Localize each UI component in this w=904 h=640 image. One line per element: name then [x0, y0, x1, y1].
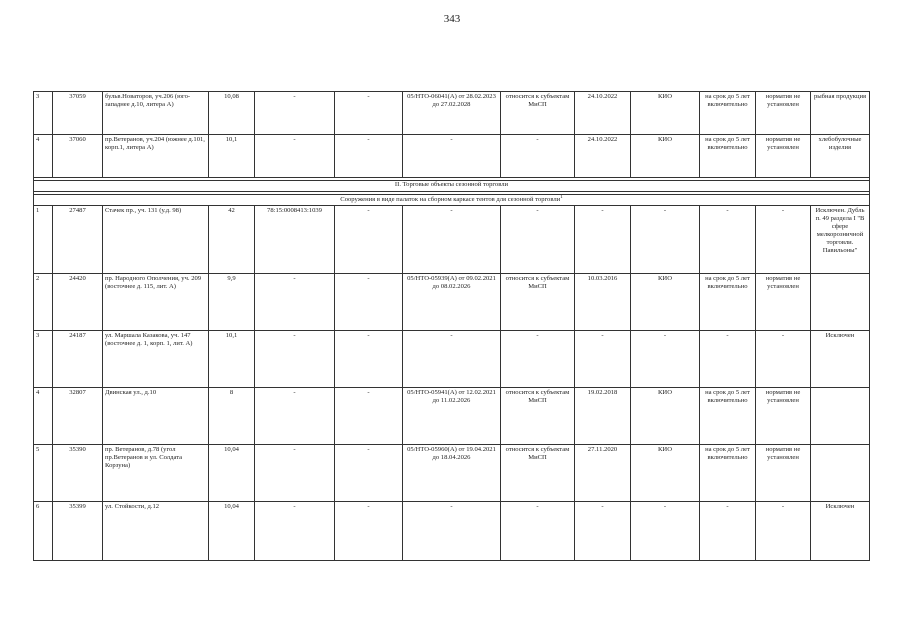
cell-cadastral-number: -: [255, 331, 335, 388]
cell-address: бульв.Новаторов, уч.206 (юго-западнее д.10, литера А): [103, 92, 209, 135]
cell-row-number: 4: [34, 135, 53, 178]
subsection-title: Сооружения в виде палаток на сборном каркасе тентов для сезонной торговли: [340, 196, 561, 204]
cell-contract: 05/НТО-05960(А) от 19.04.2021 до 18.04.2026: [403, 445, 501, 502]
cell-organization: -: [631, 502, 700, 561]
cell-cadastral-number: -: [255, 135, 335, 178]
cell-term: -: [700, 502, 756, 561]
cell-object-code: 35390: [53, 445, 103, 502]
cell-row-number: 4: [34, 388, 53, 445]
cell-column-5: -: [335, 92, 403, 135]
cell-specialization: Исключен: [811, 502, 870, 561]
cell-organization: КИО: [631, 135, 700, 178]
cell-date: -: [575, 331, 631, 388]
cell-contract: -: [403, 502, 501, 561]
subsection-cell: [34, 195, 870, 206]
cell-object-code: 37060: [53, 135, 103, 178]
cell-specialization: рыбная продукция: [811, 92, 870, 135]
cell-cadastral-number: -: [255, 388, 335, 445]
cell-norm: -: [756, 502, 811, 561]
table-row: [34, 274, 870, 331]
cell-area: 42: [209, 206, 255, 274]
cell-column-5: -: [335, 274, 403, 331]
cell-smsp-status: -: [501, 135, 575, 178]
cell-cadastral-number: 78:15:0008413:1039: [255, 206, 335, 274]
cell-smsp-status: относится к субъектам МиСП: [501, 388, 575, 445]
cell-area: 10,1: [209, 135, 255, 178]
cell-area: 8: [209, 388, 255, 445]
cell-specialization: [811, 274, 870, 331]
cell-address: пр. Народного Ополчения, уч. 209 (восточнее д. 115, лит. А): [103, 274, 209, 331]
cell-area: 10,08: [209, 92, 255, 135]
cell-column-5: -: [335, 331, 403, 388]
table-row: [34, 388, 870, 445]
cell-organization: -: [631, 331, 700, 388]
cell-specialization: [811, 445, 870, 502]
section-row: [34, 181, 870, 192]
cell-address: ул. Маршала Казакова, уч. 147 (восточнее д. 1, корп. 1, лит. А): [103, 331, 209, 388]
cell-address: Двинская ул., д.10: [103, 388, 209, 445]
cell-column-5: -: [335, 502, 403, 561]
cell-cadastral-number: -: [255, 502, 335, 561]
cell-cadastral-number: -: [255, 274, 335, 331]
cell-specialization: [811, 388, 870, 445]
page-number: 343: [443, 13, 461, 25]
cell-column-5: -: [335, 388, 403, 445]
cell-norm: норматив не установлен: [756, 388, 811, 445]
cell-object-code: 32807: [53, 388, 103, 445]
cell-term: на срок до 5 лет включительно: [700, 388, 756, 445]
cell-cadastral-number: -: [255, 445, 335, 502]
cell-date: 10.03.2016: [575, 274, 631, 331]
cell-contract: 05/НТО-05941(А) от 12.02.2021 до 11.02.2026: [403, 388, 501, 445]
cell-term: -: [700, 206, 756, 274]
cell-date: -: [575, 206, 631, 274]
cell-object-code: 27487: [53, 206, 103, 274]
cell-smsp-status: относится к субъектам МиСП: [501, 274, 575, 331]
cell-norm: норматив не установлен: [756, 92, 811, 135]
cell-norm: норматив не установлен: [756, 445, 811, 502]
cell-contract: -: [403, 331, 501, 388]
cell-specialization: Исключен. Дубль п. 49 раздела I "В сфере мелкорозничной торговли. Павильоны": [811, 206, 870, 274]
cell-date: 24.10.2022: [575, 135, 631, 178]
cell-specialization: хлебобулочные изделия: [811, 135, 870, 178]
cell-smsp-status: относится к субъектам МиСП: [501, 92, 575, 135]
cell-object-code: 35399: [53, 502, 103, 561]
cell-object-code: 24420: [53, 274, 103, 331]
cell-term: -: [700, 331, 756, 388]
cell-norm: -: [756, 331, 811, 388]
registry-table: [33, 91, 870, 561]
cell-row-number: 5: [34, 445, 53, 502]
cell-organization: КИО: [631, 445, 700, 502]
cell-smsp-status: -: [501, 502, 575, 561]
table-row: [34, 135, 870, 178]
cell-cadastral-number: -: [255, 92, 335, 135]
cell-date: 27.11.2020: [575, 445, 631, 502]
cell-row-number: 2: [34, 274, 53, 331]
cell-column-5: -: [335, 206, 403, 274]
cell-date: 24.10.2022: [575, 92, 631, 135]
cell-term: на срок до 5 лет включительно: [700, 274, 756, 331]
cell-object-code: 24187: [53, 331, 103, 388]
table-row: [34, 445, 870, 502]
cell-area: 10,04: [209, 502, 255, 561]
table-row: [34, 331, 870, 388]
cell-row-number: 1: [34, 206, 53, 274]
cell-row-number: 3: [34, 331, 53, 388]
cell-contract: -: [403, 135, 501, 178]
cell-date: 19.02.2018: [575, 388, 631, 445]
cell-address: пр. Ветеранов, д.78 (угол пр.Ветеранов и ул. Солдата Корзуна): [103, 445, 209, 502]
cell-organization: КИО: [631, 274, 700, 331]
cell-organization: КИО: [631, 388, 700, 445]
cell-contract: 05/НТО-05939(А) от 09.02.2021 до 08.02.2026: [403, 274, 501, 331]
table-row: [34, 206, 870, 274]
table-row: [34, 502, 870, 561]
cell-organization: -: [631, 206, 700, 274]
cell-organization: КИО: [631, 92, 700, 135]
cell-smsp-status: -: [501, 206, 575, 274]
cell-smsp-status: относится к субъектам МиСП: [501, 445, 575, 502]
cell-column-5: -: [335, 445, 403, 502]
footnote-mark: 1: [560, 195, 563, 200]
cell-norm: норматив не установлен: [756, 274, 811, 331]
cell-row-number: 3: [34, 92, 53, 135]
cell-norm: норматив не установлен: [756, 135, 811, 178]
cell-address: ул. Стойкости, д.12: [103, 502, 209, 561]
cell-specialization: Исключен: [811, 331, 870, 388]
section-title: II. Торговые объекты сезонной торговли: [34, 181, 870, 192]
cell-area: 10,04: [209, 445, 255, 502]
cell-term: на срок до 5 лет включительно: [700, 92, 756, 135]
cell-norm: -: [756, 206, 811, 274]
cell-term: на срок до 5 лет включительно: [700, 135, 756, 178]
subsection-row: [34, 195, 870, 206]
cell-area: 10,1: [209, 331, 255, 388]
cell-row-number: 6: [34, 502, 53, 561]
table-row: [34, 92, 870, 135]
cell-contract: 05/НТО-06041(А) от 28.02.2023 до 27.02.2028: [403, 92, 501, 135]
cell-column-5: -: [335, 135, 403, 178]
cell-area: 9,9: [209, 274, 255, 331]
cell-smsp-status: -: [501, 331, 575, 388]
cell-contract: -: [403, 206, 501, 274]
cell-address: Стачек пр., уч. 131 (у.д. 98): [103, 206, 209, 274]
cell-date: -: [575, 502, 631, 561]
cell-object-code: 37059: [53, 92, 103, 135]
cell-term: на срок до 5 лет включительно: [700, 445, 756, 502]
cell-address: пр.Ветеранов, уч.204 (южнее д.101, корп.1, литера А): [103, 135, 209, 178]
